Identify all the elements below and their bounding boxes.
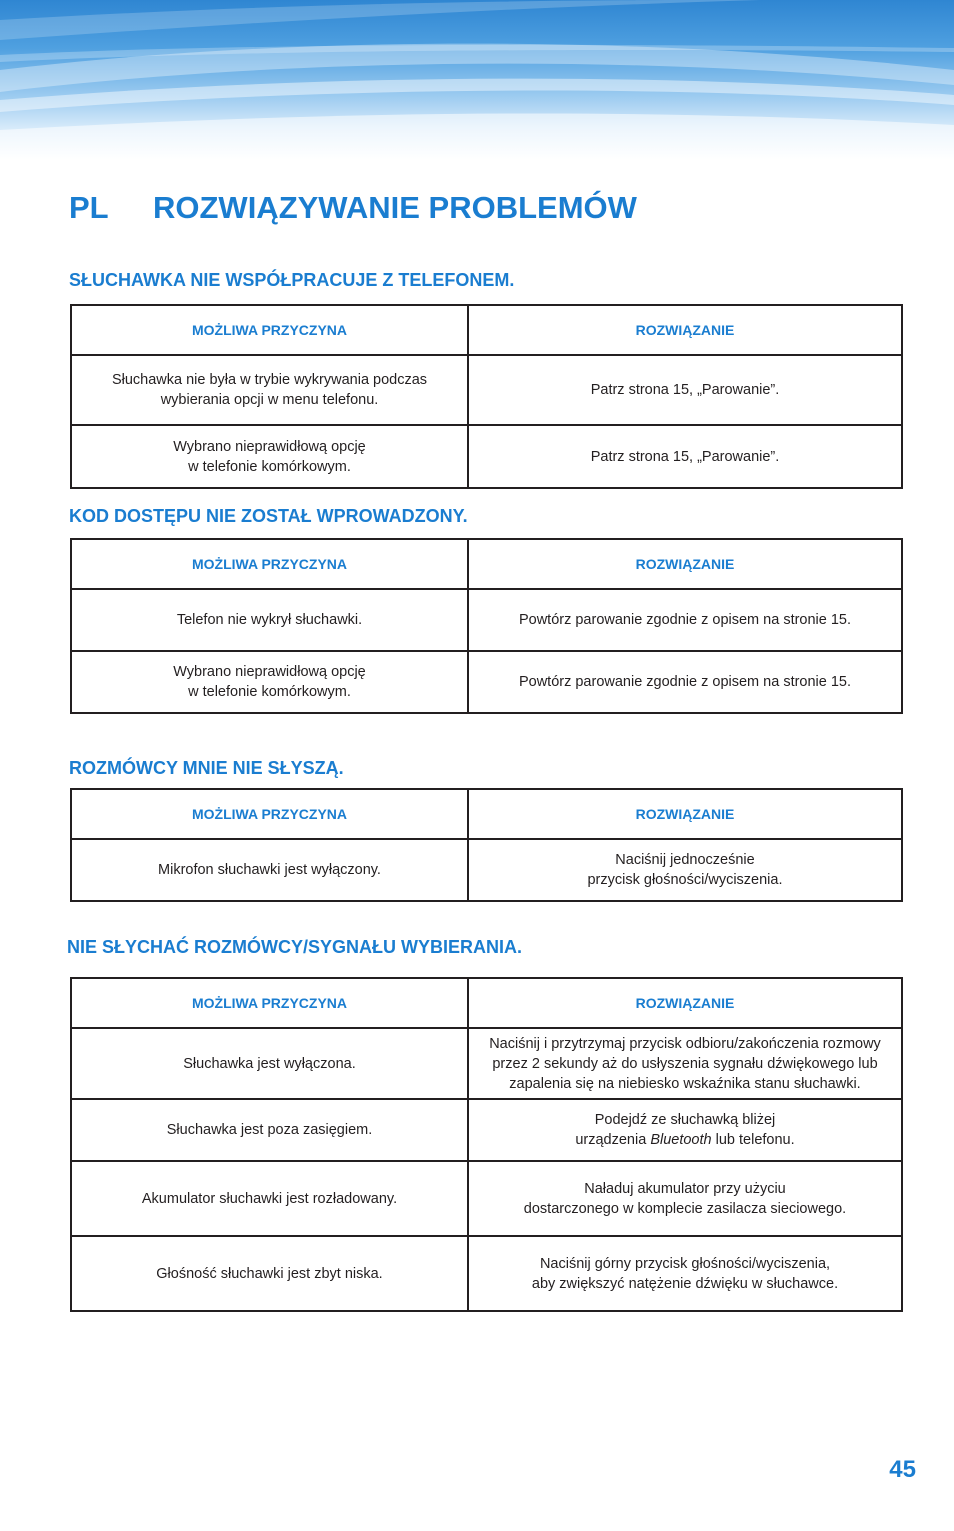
troubleshooting-table-4: [70, 977, 903, 1312]
table-row: [71, 1028, 902, 1099]
solution-text: Podejdź ze słuchawką bliżej: [594, 1112, 776, 1128]
cause-cell: [71, 1028, 468, 1099]
cause-cell: [71, 1236, 468, 1311]
troubleshooting-table-1: [70, 304, 903, 489]
cause-cell: [71, 651, 468, 713]
column-header-cause: MOŻLIWA PRZYCZYNA: [71, 978, 468, 1028]
solution-cell: [468, 589, 902, 651]
section-title-passcode: KOD DOSTĘPU NIE ZOSTAŁ WPROWADZONY.: [69, 506, 468, 526]
column-header-solution: ROZWIĄZANIE: [468, 305, 902, 355]
solution-text: dostarczonego w komplecie zasilacza sieciowego.: [523, 1200, 847, 1217]
cause-text: Słuchawka jest poza zasięgiem.: [166, 1122, 373, 1138]
table-row: [71, 651, 902, 713]
table-row: [71, 839, 902, 901]
language-code: PL: [69, 190, 109, 225]
solution-text: Powtórz parowanie zgodnie z opisem na stronie 15.: [518, 674, 852, 690]
cause-text: Słuchawka jest wyłączona.: [183, 1055, 356, 1072]
solution-text-part: urządzenia: [575, 1132, 651, 1148]
cause-text: Telefon nie wykrył słuchawki.: [176, 612, 363, 628]
solution-text: Patrz strona 15, „Parowanie”.: [590, 448, 780, 465]
solution-cell: [468, 425, 902, 488]
solution-text: przycisk głośności/wyciszenia.: [587, 872, 783, 888]
solution-cell: [468, 839, 902, 901]
solution-cell: [468, 1236, 902, 1311]
banner-wave-graphic: [0, 0, 954, 160]
section-title-not-cooperating: SŁUCHAWKA NIE WSPÓŁPRACUJE Z TELEFONEM.: [69, 270, 515, 290]
solution-text: Patrz strona 15, „Parowanie”.: [590, 382, 780, 398]
table-row: [71, 425, 902, 488]
solution-cell: [468, 1028, 902, 1099]
solution-text-part: lub telefonu.: [711, 1132, 795, 1148]
troubleshooting-table-2: [70, 538, 903, 714]
solution-text: Naciśnij jednocześnie: [615, 852, 755, 868]
section-title-no-caller-sound: NIE SŁYCHAĆ ROZMÓWCY/SYGNAŁU WYBIERANIA.: [67, 937, 523, 957]
bluetooth-term: Bluetooth: [650, 1132, 712, 1148]
table-row: [71, 589, 902, 651]
cause-text: w telefonie komórkowym.: [188, 684, 351, 700]
solution-cell: [468, 1099, 902, 1161]
page-number: 45: [889, 1456, 916, 1483]
cause-cell: [71, 425, 468, 488]
solution-text: aby zwiększyć natężenie dźwięku w słuchawce.: [531, 1275, 839, 1292]
cause-cell: [71, 355, 468, 425]
solution-text: Naciśnij i przytrzymaj przycisk odbioru/zakończenia rozmowy: [489, 1035, 881, 1052]
cause-cell: [71, 839, 468, 901]
cause-text: Wybrano nieprawidłową opcję: [173, 438, 366, 455]
cause-text: w telefonie komórkowym.: [188, 458, 351, 475]
column-header-cause: MOŻLIWA PRZYCZYNA: [71, 305, 468, 355]
solution-text: Powtórz parowanie zgodnie z opisem na stronie 15.: [518, 612, 852, 628]
cause-text: Akumulator słuchawki jest rozładowany.: [141, 1190, 398, 1207]
table-row: [71, 355, 902, 425]
solution-cell: [468, 355, 902, 425]
cause-text: Wybrano nieprawidłową opcję: [173, 664, 366, 680]
cause-text: wybierania opcji w menu telefonu.: [160, 392, 379, 408]
solution-cell: [468, 1161, 902, 1236]
troubleshooting-table-3: [70, 788, 903, 902]
cause-text: Słuchawka nie była w trybie wykrywania podczas: [111, 372, 428, 388]
header-banner: [0, 0, 954, 160]
solution-text: Naładuj akumulator przy użyciu: [584, 1180, 786, 1197]
column-header-solution: ROZWIĄZANIE: [468, 789, 902, 839]
column-header-cause: MOŻLIWA PRZYCZYNA: [71, 539, 468, 589]
page-title: [69, 190, 637, 226]
cause-text: Mikrofon słuchawki jest wyłączony.: [158, 862, 381, 878]
solution-text: przez 2 sekundy aż do usłyszenia sygnału dźwiękowego lub: [492, 1055, 878, 1072]
column-header-solution: ROZWIĄZANIE: [468, 539, 902, 589]
cause-cell: [71, 1161, 468, 1236]
table-row: [71, 1236, 902, 1311]
cause-cell: [71, 1099, 468, 1161]
solution-text: Naciśnij górny przycisk głośności/wyciszenia,: [539, 1255, 831, 1272]
cause-text: Głośność słuchawki jest zbyt niska.: [156, 1265, 383, 1282]
column-header-solution: ROZWIĄZANIE: [468, 978, 902, 1028]
solution-text: zapalenia się na niebiesko wskaźnika stanu słuchawki.: [509, 1075, 861, 1092]
solution-cell: [468, 651, 902, 713]
page-title-text: ROZWIĄZYWANIE PROBLEMÓW: [153, 190, 637, 225]
solution-text: [471, 1130, 899, 1150]
column-header-cause: MOŻLIWA PRZYCZYNA: [71, 789, 468, 839]
table-row: [71, 1161, 902, 1236]
section-title-not-heard: ROZMÓWCY MNIE NIE SŁYSZĄ.: [69, 758, 344, 778]
cause-cell: [71, 589, 468, 651]
table-row: [71, 1099, 902, 1161]
